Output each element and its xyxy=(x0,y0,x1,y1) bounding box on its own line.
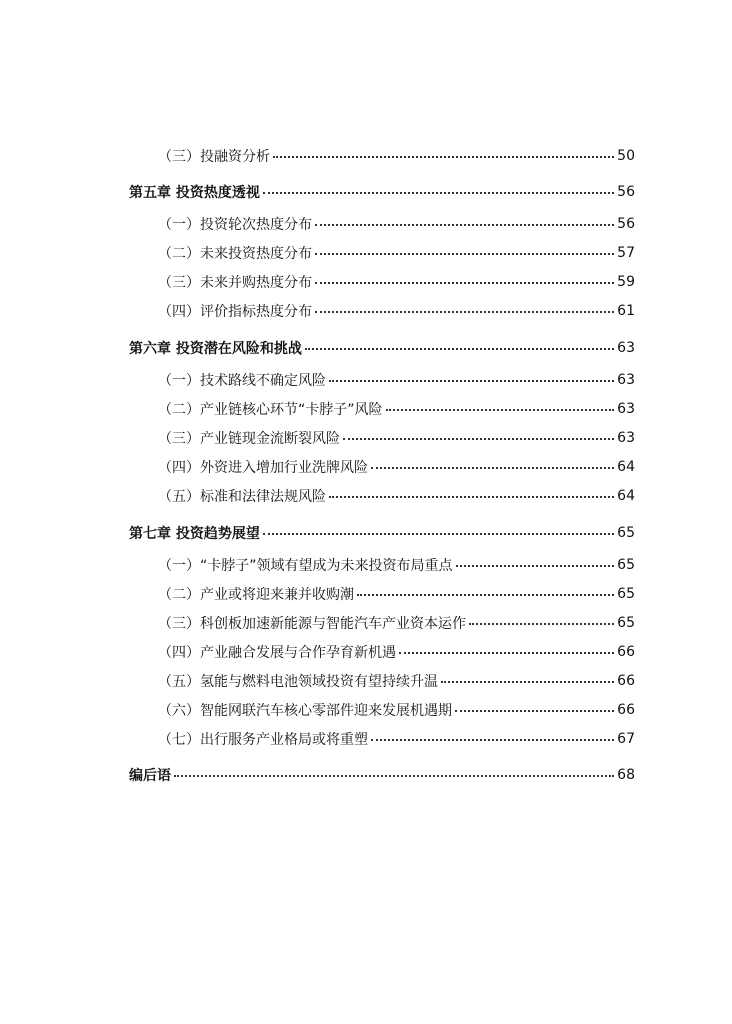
toc-page-number: 66 xyxy=(617,673,635,689)
toc-page-number: 63 xyxy=(617,401,635,417)
toc-entry[interactable] xyxy=(158,300,635,322)
toc-entry[interactable] xyxy=(158,728,635,750)
toc-entry[interactable] xyxy=(158,554,635,576)
toc-entry-label: （七）出行服务产业格局或将重塑 xyxy=(158,732,368,748)
toc-page-number: 67 xyxy=(617,731,635,747)
toc-entry[interactable] xyxy=(158,456,635,478)
toc-entry-label: （三）产业链现金流断裂风险 xyxy=(158,431,340,447)
toc-entry[interactable] xyxy=(158,271,635,293)
dot-leader xyxy=(455,710,614,712)
toc-page-number: 63 xyxy=(617,430,635,446)
toc-entry[interactable] xyxy=(158,699,635,721)
toc-page-number: 64 xyxy=(617,459,635,475)
toc-page-number: 66 xyxy=(617,644,635,660)
dot-leader xyxy=(441,681,614,683)
toc-page-number: 63 xyxy=(617,372,635,388)
toc-entry-label: （四）评价指标热度分布 xyxy=(158,304,312,320)
toc-entry-label: （一）“卡脖子”领域有望成为未来投资布局重点 xyxy=(158,558,453,574)
toc-page-number: 61 xyxy=(617,303,635,319)
dot-leader xyxy=(315,224,614,226)
dot-leader xyxy=(371,467,614,469)
toc-page-number: 66 xyxy=(617,702,635,718)
toc-entry-label: （六）智能网联汽车核心零部件迎来发展机遇期 xyxy=(158,703,452,719)
toc-chapter-entry[interactable] xyxy=(129,522,635,544)
toc-entry-label: （五）氢能与燃料电池领域投资有望持续升温 xyxy=(158,674,438,690)
toc-page-number: 63 xyxy=(617,340,635,356)
toc-page-number: 50 xyxy=(617,148,635,164)
dot-leader xyxy=(386,409,615,411)
dot-leader xyxy=(315,311,614,313)
toc-entry[interactable] xyxy=(158,670,635,692)
toc-entry[interactable] xyxy=(158,427,635,449)
toc-entry-label: （五）标准和法律法规风险 xyxy=(158,489,326,505)
toc-entry[interactable] xyxy=(158,485,635,507)
toc-entry[interactable] xyxy=(158,583,635,605)
toc-chapter-entry[interactable] xyxy=(129,764,635,786)
dot-leader xyxy=(357,594,614,596)
toc-entry-label: （一）技术路线不确定风险 xyxy=(158,373,326,389)
toc-page-number: 65 xyxy=(617,615,635,631)
toc-entry-label: 第五章 投资热度透视 xyxy=(129,185,260,201)
toc-page-number: 59 xyxy=(617,274,635,290)
dot-leader xyxy=(343,438,614,440)
toc-entry[interactable] xyxy=(158,242,635,264)
toc-entry-label: （三）投融资分析 xyxy=(158,149,270,165)
toc-entry-label: 编后语 xyxy=(129,768,171,784)
dot-leader xyxy=(315,282,614,284)
toc-entry-label: （四）产业融合发展与合作孕育新机遇 xyxy=(158,645,396,661)
dot-leader xyxy=(329,496,614,498)
toc-page-number: 65 xyxy=(617,525,635,541)
toc-entry[interactable] xyxy=(158,369,635,391)
dot-leader xyxy=(273,156,614,158)
toc-entry-label: （一）投资轮次热度分布 xyxy=(158,217,312,233)
dot-leader xyxy=(469,623,614,625)
dot-leader xyxy=(263,192,614,194)
toc-entry-label: （三）科创板加速新能源与智能汽车产业资本运作 xyxy=(158,616,466,632)
toc-page-number: 64 xyxy=(617,488,635,504)
toc-chapter-entry[interactable] xyxy=(129,181,635,203)
toc-page-number: 56 xyxy=(617,216,635,232)
toc-page-number: 65 xyxy=(617,586,635,602)
toc-entry-label: （二）产业或将迎来兼并收购潮 xyxy=(158,587,354,603)
toc-entry-label: 第六章 投资潜在风险和挑战 xyxy=(129,341,302,357)
toc-entry[interactable] xyxy=(158,145,635,167)
toc-entry[interactable] xyxy=(158,641,635,663)
toc-entry-label: （二）未来投资热度分布 xyxy=(158,246,312,262)
dot-leader xyxy=(456,565,615,567)
toc-entry[interactable] xyxy=(158,398,635,420)
dot-leader xyxy=(399,652,614,654)
toc-page-number: 56 xyxy=(617,184,635,200)
toc-page-number: 65 xyxy=(617,557,635,573)
toc-entry[interactable] xyxy=(158,213,635,235)
toc-entry-label: （四）外资进入增加行业洗牌风险 xyxy=(158,460,368,476)
dot-leader xyxy=(305,348,614,350)
dot-leader xyxy=(371,739,614,741)
toc-entry-label: 第七章 投资趋势展望 xyxy=(129,526,260,542)
dot-leader xyxy=(174,775,614,777)
dot-leader xyxy=(329,380,614,382)
dot-leader xyxy=(263,533,614,535)
toc-chapter-entry[interactable] xyxy=(129,337,635,359)
dot-leader xyxy=(315,253,614,255)
toc-entry-label: （二）产业链核心环节“卡脖子”风险 xyxy=(158,402,383,418)
toc-entry-label: （三）未来并购热度分布 xyxy=(158,275,312,291)
toc-entry[interactable] xyxy=(158,612,635,634)
toc-page-number: 68 xyxy=(617,767,635,783)
toc-page-number: 57 xyxy=(617,245,635,261)
